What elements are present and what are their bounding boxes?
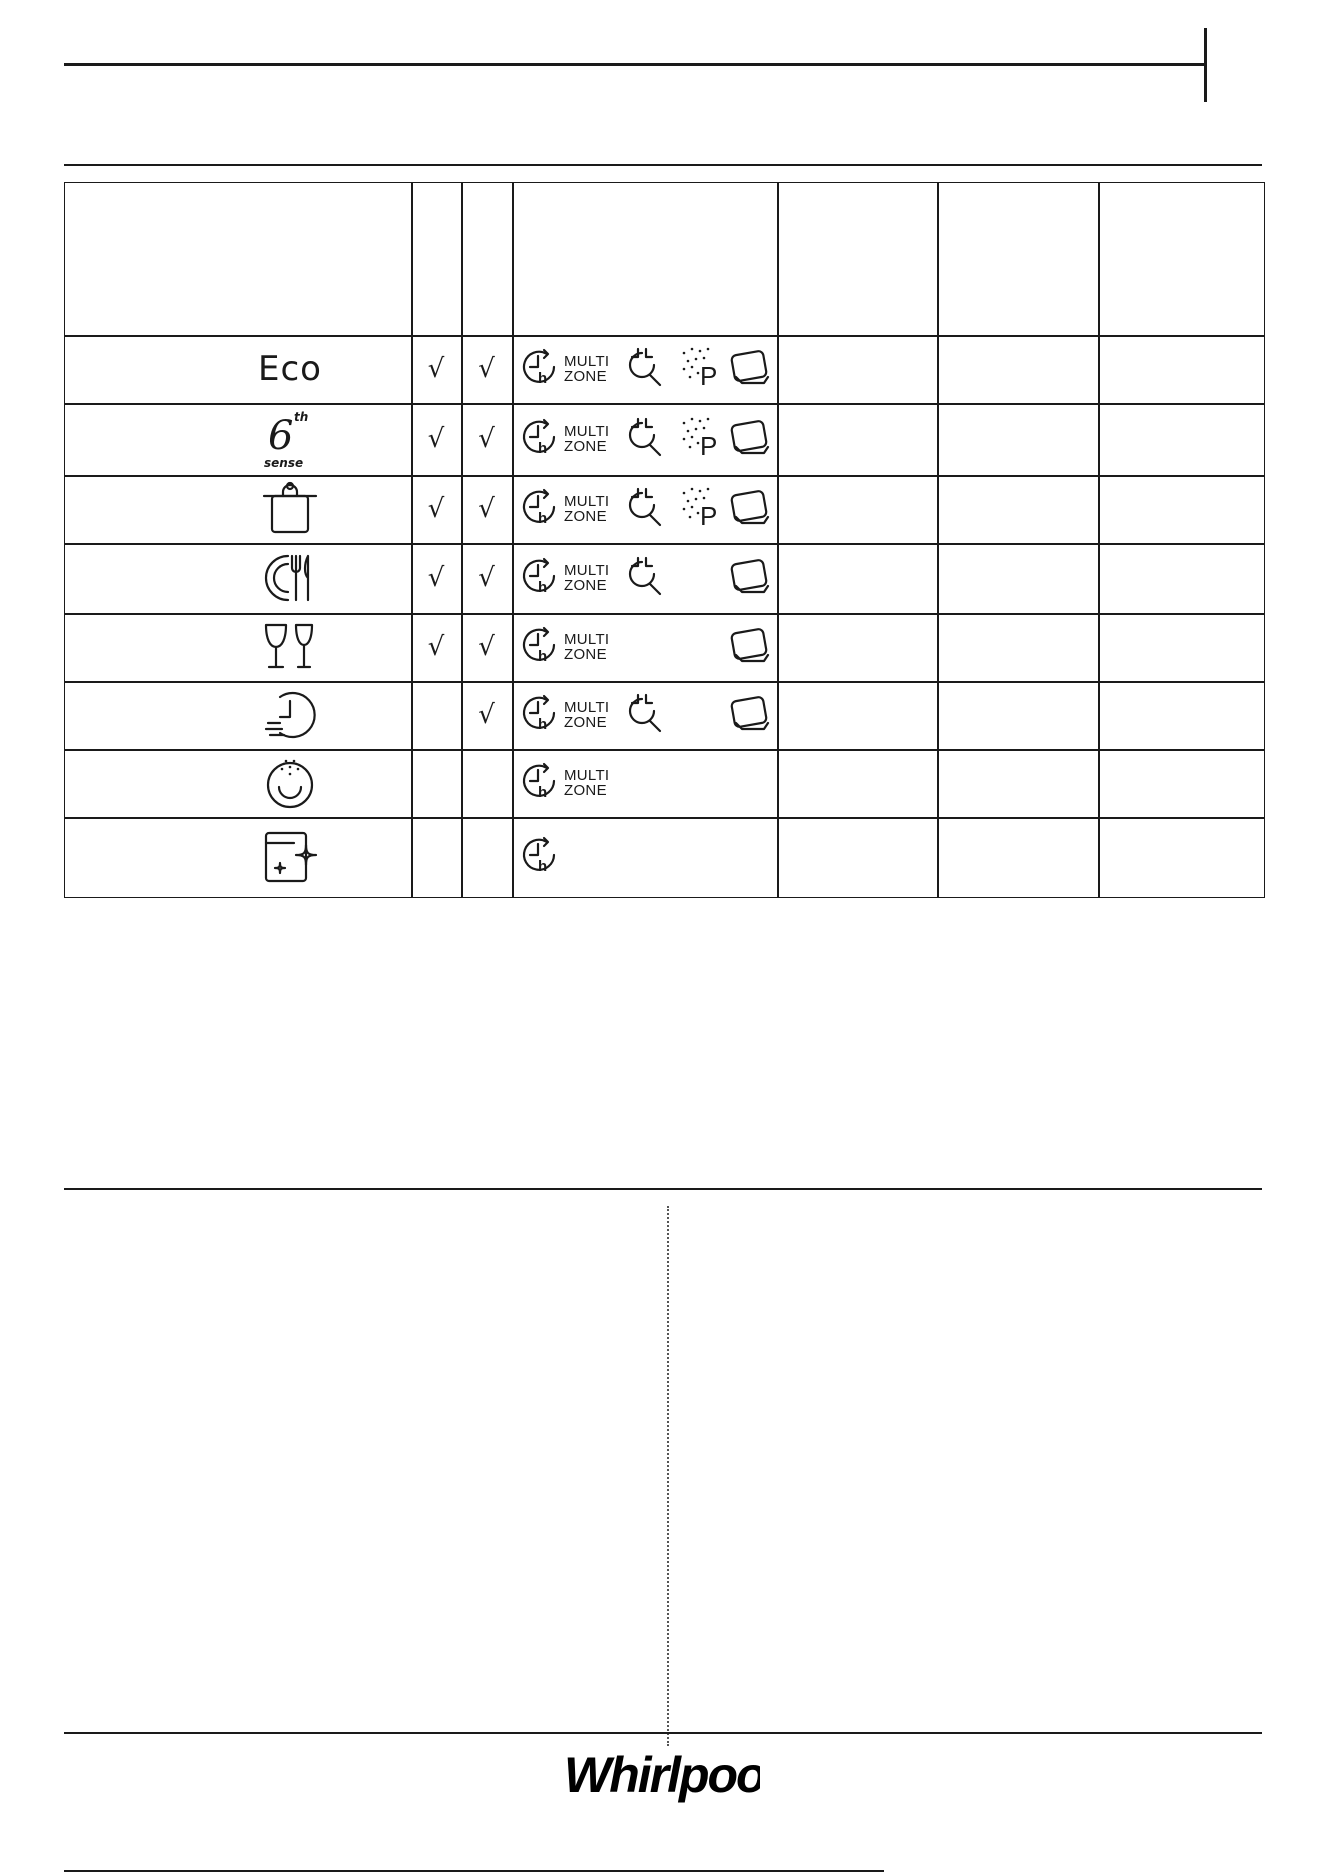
program-symbol-7 xyxy=(235,749,345,817)
multizone-line1: MULTI xyxy=(564,699,610,716)
sixth-sense-icon xyxy=(260,407,320,471)
machine-care-icon xyxy=(260,829,320,885)
svg-text:h: h xyxy=(538,784,548,801)
top-rule xyxy=(64,63,1206,66)
svg-text:h: h xyxy=(538,440,548,457)
svg-text:h: h xyxy=(538,716,548,733)
rinse-icon xyxy=(262,755,318,811)
check-col1-5: √ xyxy=(427,632,445,662)
options-cell-5 xyxy=(520,613,769,681)
check-col2-8 xyxy=(461,817,512,897)
whirlpool-logo xyxy=(560,1748,760,1808)
check-col2-4: √ xyxy=(478,563,495,593)
tablet-icon xyxy=(728,417,772,461)
power-clean-icon xyxy=(624,691,668,739)
program-symbol-3 xyxy=(235,475,345,543)
quick-wash-icon xyxy=(260,687,320,743)
multizone-line2: ZONE xyxy=(564,782,607,799)
program-symbol-6 xyxy=(235,681,345,749)
check-col2-2: √ xyxy=(478,424,495,454)
multizone-line1: MULTI xyxy=(564,493,610,510)
check-col2-3: √ xyxy=(478,494,495,524)
multizone-icon xyxy=(564,563,609,593)
delay-start-icon xyxy=(520,347,560,391)
check-col1-1: √ xyxy=(427,354,445,384)
multizone-icon xyxy=(564,354,609,384)
delay-start-icon xyxy=(520,693,560,737)
svg-text:h: h xyxy=(538,648,548,665)
plate-cutlery-icon xyxy=(262,550,318,606)
eco-label: Eco xyxy=(258,349,322,389)
tablet-icon xyxy=(728,693,772,737)
footer-rule xyxy=(64,1732,1262,1734)
power-clean-icon xyxy=(624,485,668,533)
sanitize-icon xyxy=(678,485,722,533)
program-symbol-1 xyxy=(235,335,345,403)
sanitize-icon xyxy=(678,345,722,393)
column-divider xyxy=(667,1206,669,1746)
delay-start-icon xyxy=(520,625,560,669)
section-rule-bottom xyxy=(64,1188,1262,1190)
svg-text:P: P xyxy=(700,431,718,459)
program-table xyxy=(64,182,1265,898)
check-col1-3: √ xyxy=(427,494,445,524)
tablet-icon xyxy=(728,347,772,391)
svg-text:P: P xyxy=(700,501,718,529)
check-col1-4: √ xyxy=(427,563,445,593)
check-col2-5: √ xyxy=(478,632,495,662)
delay-start-icon xyxy=(520,417,560,461)
multizone-line2: ZONE xyxy=(564,438,607,455)
options-cell-1 xyxy=(520,335,769,403)
column-line xyxy=(1098,183,1100,897)
sixth-digit: 6 xyxy=(268,413,294,459)
delay-start-icon xyxy=(520,761,560,805)
tablet-icon xyxy=(728,487,772,531)
check-col1-2: √ xyxy=(427,424,445,454)
column-line xyxy=(777,183,779,897)
check-col1-8 xyxy=(411,817,461,897)
multizone-line1: MULTI xyxy=(564,631,610,648)
multizone-line2: ZONE xyxy=(564,368,607,385)
multizone-line1: MULTI xyxy=(564,767,610,784)
tablet-icon xyxy=(728,556,772,600)
program-symbol-8 xyxy=(235,817,345,897)
program-symbol-2 xyxy=(235,403,345,475)
multizone-line2: ZONE xyxy=(564,508,607,525)
options-cell-6 xyxy=(520,681,769,749)
multizone-icon xyxy=(564,424,609,454)
power-clean-icon xyxy=(624,345,668,393)
svg-text:h: h xyxy=(538,579,548,596)
check-col2-1: √ xyxy=(478,354,495,384)
multizone-line1: MULTI xyxy=(564,423,610,440)
pot-icon xyxy=(260,481,320,537)
options-cell-3 xyxy=(520,475,769,543)
multizone-icon xyxy=(564,768,609,798)
multizone-line2: ZONE xyxy=(564,714,607,731)
column-line xyxy=(512,183,514,897)
multizone-line1: MULTI xyxy=(564,562,610,579)
column-line xyxy=(937,183,939,897)
delay-start-icon xyxy=(520,835,560,879)
svg-text:h: h xyxy=(538,510,548,527)
check-col1-7 xyxy=(411,749,461,817)
tablet-icon xyxy=(728,625,772,669)
multizone-icon xyxy=(564,632,609,662)
multizone-line2: ZONE xyxy=(564,646,607,663)
svg-text:h: h xyxy=(538,370,548,387)
options-cell-7 xyxy=(520,749,769,817)
svg-text:P: P xyxy=(700,361,718,389)
svg-text:h: h xyxy=(538,858,548,875)
logo-text: Whirlpool xyxy=(564,1748,760,1803)
delay-start-icon xyxy=(520,556,560,600)
multizone-line2: ZONE xyxy=(564,577,607,594)
sense-label: sense xyxy=(264,456,304,470)
wine-glasses-icon xyxy=(260,619,320,675)
multizone-icon xyxy=(564,700,609,730)
check-col2-7 xyxy=(461,749,512,817)
top-right-tick xyxy=(1204,28,1207,102)
program-symbol-5 xyxy=(235,613,345,681)
options-cell-4 xyxy=(520,543,769,613)
sanitize-icon xyxy=(678,415,722,463)
section-rule-top xyxy=(64,164,1262,166)
check-col2-6: √ xyxy=(478,700,495,730)
options-cell-2 xyxy=(520,403,769,475)
program-symbol-4 xyxy=(235,543,345,613)
sixth-th: th xyxy=(294,410,309,424)
multizone-icon xyxy=(564,494,609,524)
options-cell-8 xyxy=(520,817,769,897)
power-clean-icon xyxy=(624,415,668,463)
delay-start-icon xyxy=(520,487,560,531)
multizone-line1: MULTI xyxy=(564,353,610,370)
check-col1-6 xyxy=(411,681,461,749)
power-clean-icon xyxy=(624,554,668,602)
